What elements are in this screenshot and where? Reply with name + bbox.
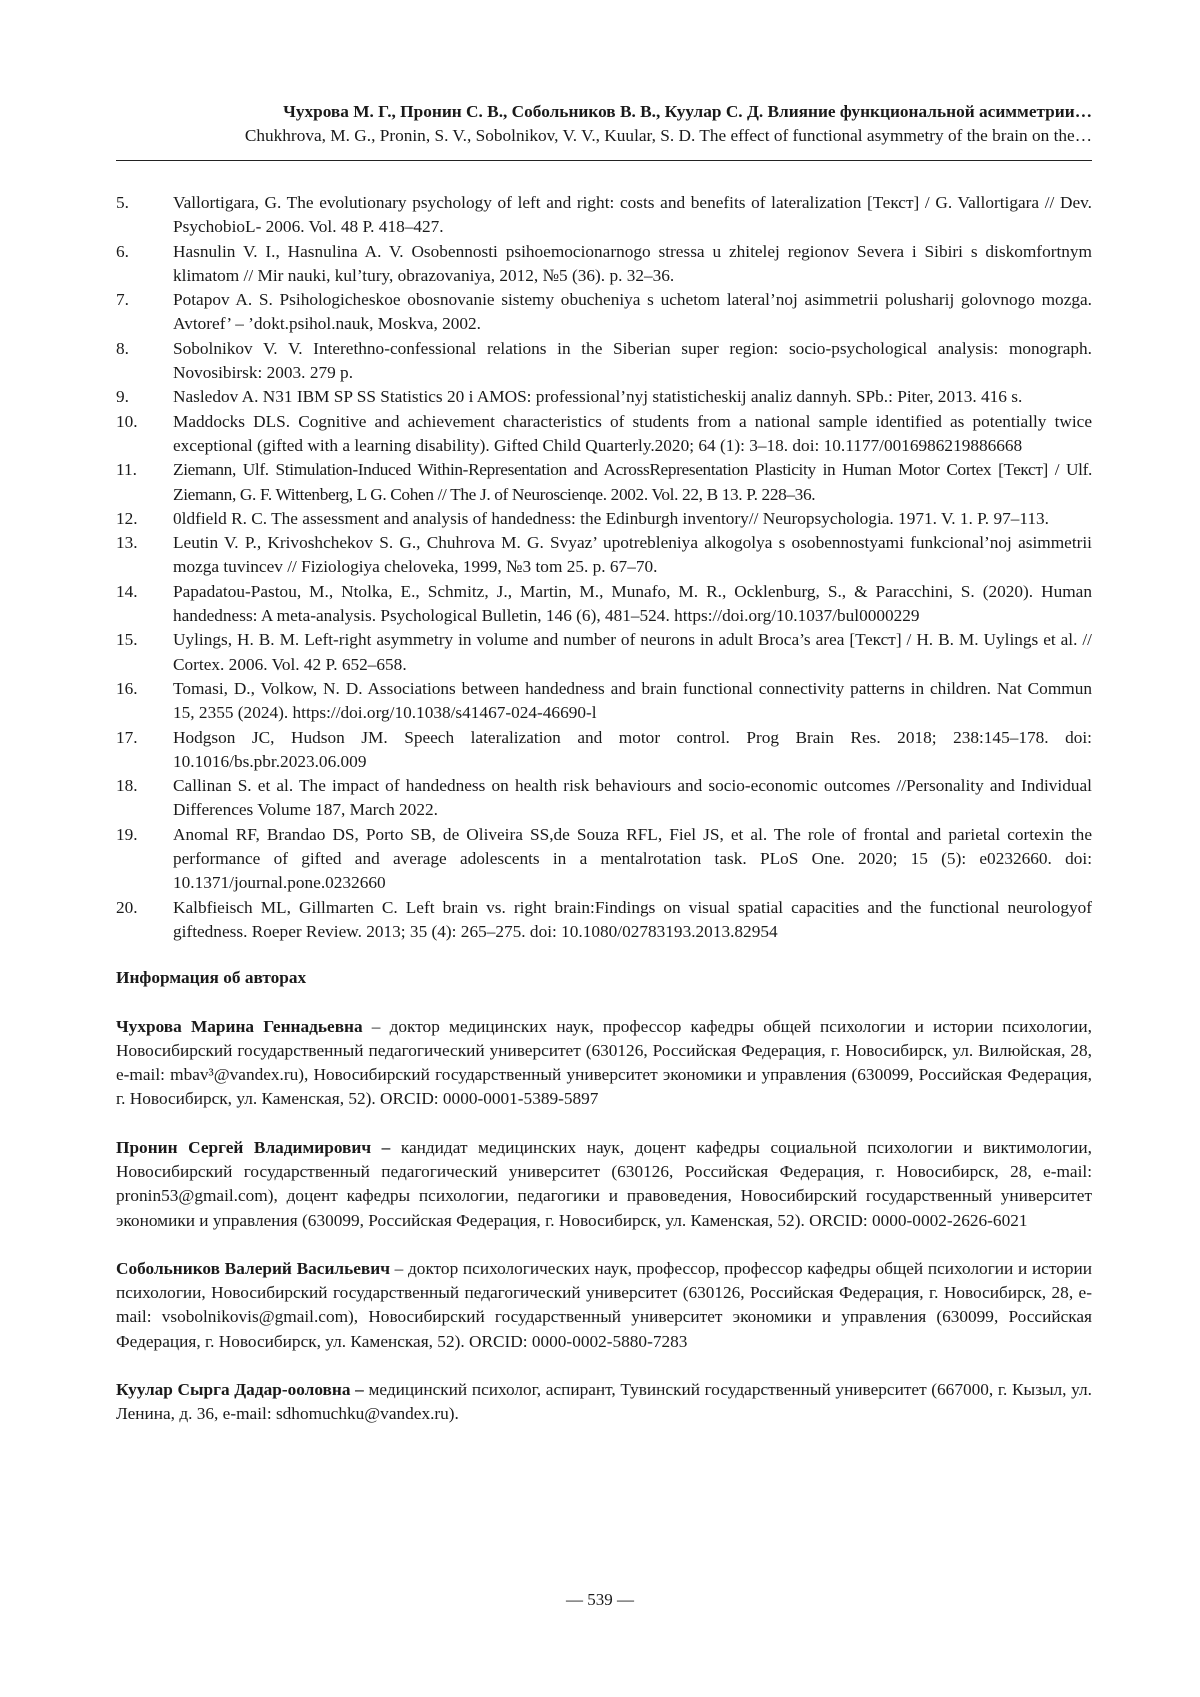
running-header-ru: Чухрова М. Г., Пронин С. В., Собольников В. В., Куулар С. Д. Влияние функциональной асимметрии…	[116, 100, 1092, 124]
reference-item	[116, 507, 1092, 531]
reference-number: 8.	[116, 337, 129, 361]
reference-text: Sobolnikov V. V. Interethno-confessional relations in the Siberian super region: socio-psychological analysis: monograph. Novosibirsk: 2003. 279 p.	[173, 339, 1092, 382]
reference-number: 6.	[116, 240, 129, 264]
reference-number: 9.	[116, 385, 129, 409]
author-info	[116, 1015, 1092, 1112]
reference-item	[116, 458, 1092, 507]
author-info	[116, 1257, 1092, 1354]
reference-number: 20.	[116, 896, 138, 920]
reference-number: 11.	[116, 458, 137, 482]
reference-item	[116, 410, 1092, 459]
reference-text: Nasledov A. N31 IBM SP SS Statistics 20 i AMOS: professional’nyj statisticheskij analiz dannyh. SPb.: Piter, 2013. 416 s.	[173, 387, 1022, 406]
author-info	[116, 1378, 1092, 1427]
reference-text: Kalbfieisch ML, Gillmarten C. Left brain vs. right brain:Findings on visual spatial capacities and the functional neurologyof giftedness. Roeper Review. 2013; 35 (4): 265–275. doi: 10.1080/02783193.2013.82954	[173, 898, 1092, 941]
reference-item	[116, 774, 1092, 823]
reference-list	[116, 191, 1092, 944]
header-divider	[116, 160, 1092, 161]
reference-number: 10.	[116, 410, 138, 434]
reference-number: 16.	[116, 677, 138, 701]
author-name: Куулар Сырга Дадар-ооловна –	[116, 1380, 364, 1399]
reference-number: 17.	[116, 726, 138, 750]
reference-number: 12.	[116, 507, 138, 531]
reference-item	[116, 580, 1092, 629]
author-name: Собольников Валерий Васильевич	[116, 1259, 390, 1278]
author-name: Пронин Сергей Владимирович –	[116, 1138, 390, 1157]
author-details: медицинский психолог, аспирант, Тувинский государственный университет (667000, г. Кызыл, ул. Ленина, д. 36, e-mail: sdhomuchku@vandex.ru).	[116, 1380, 1092, 1423]
reference-item	[116, 726, 1092, 775]
reference-item	[116, 191, 1092, 240]
author-name: Чухрова Марина Геннадьевна	[116, 1017, 363, 1036]
reference-item	[116, 823, 1092, 896]
reference-text: Vallortigara, G. The evolutionary psychology of left and right: costs and benefits of lateralization [Текст] / G. Vallortigara // Dev. PsychobioL- 2006. Vol. 48 P. 418–427.	[173, 193, 1092, 236]
author-details: кандидат медицинских наук, доцент кафедры социальной психологии и виктимологии, Новосибирский государственный педагогический университет (630126, Российская Федерация, г. Новосибирск, 28, e-mail: pronin53@gmail.com), доцент кафедры психологии, педагогики и правоведения, Новосибирский государственный университет экономики и управления (630099, Российская Федерация, г. Новосибирск, ул. Каменская, 52). ORCID: 0000-0002-2626-6021	[116, 1138, 1092, 1230]
reference-text: Hodgson JC, Hudson JM. Speech lateralization and motor control. Prog Brain Res. 2018; 238:145–178. doi: 10.1016/bs.pbr.2023.06.009	[173, 728, 1092, 771]
reference-number: 5.	[116, 191, 129, 215]
reference-text: Uylings, H. B. M. Left-right asymmetry in volume and number of neurons in adult Broca’s area [Текст] / H. B. M. Uylings et al. // Cortex. 2006. Vol. 42 P. 652–658.	[173, 630, 1092, 673]
page-content	[116, 100, 1092, 1427]
reference-number: 13.	[116, 531, 138, 555]
reference-text: Potapov A. S. Psihologicheskoe obosnovanie sistemy obucheniya s uchetom lateral’noj asimmetrii polusharij golovnogo mozga. Avtoref’ – ’dokt.psihol.nauk, Moskva, 2002.	[173, 290, 1092, 333]
reference-item	[116, 385, 1092, 409]
reference-item	[116, 240, 1092, 289]
reference-number: 15.	[116, 628, 138, 652]
reference-item	[116, 628, 1092, 677]
reference-item	[116, 896, 1092, 945]
reference-text: Maddocks DLS. Cognitive and achievement characteristics of students from a national sample identified as potentially twice exceptional (gifted with a learning disability). Gifted Child Quarterly.2020; 64 (1): 3–18. doi: 10.1177/0016986219886668	[173, 412, 1092, 455]
author-info	[116, 1136, 1092, 1233]
reference-text: Hasnulin V. I., Hasnulina A. V. Osobennosti psihoemocionarnogo stressa u zhitelej regionov Severa i Sibiri s diskomfortnym klimatom // Mir nauki, kul’tury, obrazovaniya, 2012, №5 (36). p. 32–36.	[173, 242, 1092, 285]
reference-number: 19.	[116, 823, 138, 847]
running-header-en: Chukhrova, M. G., Pronin, S. V., Sobolnikov, V. V., Kuular, S. D. The effect of functional asymmetry of the brain on the…	[116, 124, 1092, 148]
reference-text: Ziemann, Ulf. Stimulation-Induced Within-Representation and AcrossRepresentation Plasticity in Human Motor Cortex [Текст] / Ulf. Ziemann, G. F. Wittenberg, L G. Cohen // The J. of Neuroscienqe. 2002. Vol. 22, B 13. P. 228–36.	[173, 460, 1092, 503]
reference-text: Tomasi, D., Volkow, N. D. Associations between handedness and brain functional connectivity patterns in children. Nat Commun 15, 2355 (2024). https://doi.org/10.1038/s41467-024-46690-l	[173, 679, 1092, 722]
reference-number: 18.	[116, 774, 138, 798]
author-details: – доктор медицинских наук, профессор кафедры общей психологии и истории психологии, Новосибирский государственный педагогический университет (630126, Российская Федерация, г. Новосибирск, ул. Вилюйская, 28, e-mail: mbav³@vandex.ru), Новосибирский государственный университет экономики и управления (630099, Российская Федерация, г. Новосибирск, ул. Каменская, 52). ORCID: 0000-0001-5389-5897	[116, 1017, 1092, 1109]
page-number: — 539 —	[0, 1590, 1200, 1610]
reference-number: 7.	[116, 288, 129, 312]
reference-text: Callinan S. et al. The impact of handedness on health risk behaviours and socio-economic outcomes //Personality and Individual Differences Volume 187, March 2022.	[173, 776, 1092, 819]
reference-text: 0ldfield R. C. The assessment and analysis of handedness: the Edinburgh inventory// Neuropsychologia. 1971. V. 1. P. 97–113.	[173, 509, 1049, 528]
reference-text: Leutin V. P., Krivoshchekov S. G., Chuhrova M. G. Svyaz’ upotrebleniya alkogolya s osobennostyami funkcional’noj asimmetrii mozga tuvincev // Fiziologiya cheloveka, 1999, №3 tom 25. p. 67–70.	[173, 533, 1092, 576]
reference-item	[116, 337, 1092, 386]
authors-section-title: Информация об авторах	[116, 966, 1092, 990]
reference-number: 14.	[116, 580, 138, 604]
reference-text: Anomal RF, Brandao DS, Porto SB, de Oliveira SS,de Souza RFL, Fiel JS, et al. The role of frontal and parietal cortexin the performance of gifted and average adolescents in a mentalrotation task. PLoS One. 2020; 15 (5): e0232660. doi: 10.1371/journal.pone.0232660	[173, 825, 1092, 893]
reference-item	[116, 677, 1092, 726]
reference-item	[116, 288, 1092, 337]
reference-item	[116, 531, 1092, 580]
author-details: – доктор психологических наук, профессор, профессор кафедры общей психологии и истории психологии, Новосибирский государственный педагогический университет (630126, Российская Федерация, г. Новосибирск, 28, e-mail: vsobolnikovis@gmail.com), Новосибирский государственный университет экономики и управления (630099, Российская Федерация, г. Новосибирск, ул. Каменская, 52). ORCID: 0000-0002-5880-7283	[116, 1259, 1092, 1351]
reference-text: Papadatou-Pastou, M., Ntolka, E., Schmitz, J., Martin, M., Munafo, M. R., Ocklenburg, S., & Paracchini, S. (2020). Human handedness: A meta-analysis. Psychological Bulletin, 146 (6), 481–524. https://doi.org/10.1037/bul0000229	[173, 582, 1092, 625]
